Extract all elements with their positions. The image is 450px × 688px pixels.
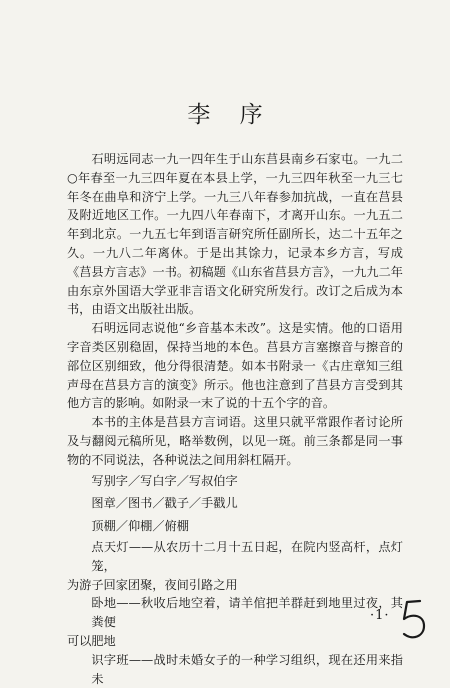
entry-1-line-2: 为游子回家团聚，夜间引路之用 — [67, 577, 238, 592]
preface-title: 李 序 — [187, 102, 263, 128]
example-entry-3 — [67, 651, 403, 688]
entry-2-line-2: 可以肥地 — [67, 633, 116, 648]
paragraph-2: 石明远同志说他“乡音基本未改”。这是实情。他的口语用字音类区别稳固，保持当地的本色。莒县方言塞擦音与擦音的部位区别细致，他分得很清楚。如本书附录一《古庄章知三组声母在莒县方言的演变》所示。他也注意到了莒县方言受到其他方言的影响。如附录一末了说的十五个字的音。 — [67, 321, 403, 411]
page-number: ·1· — [370, 608, 390, 623]
paragraph-3: 本书的主体是莒县方言词语。这里只就平常跟作者讨论所及与翻阅元稿所见，略举数例，以见一斑。前三条都是同一事物的不同说法，各种说法之间用斜杠隔开。 — [67, 415, 403, 467]
example-alternates-2: 图章／图书／戳子／手戳儿 — [91, 496, 238, 511]
entry-3-line-1: 识字班——战时未婚女子的一种学习组织，现在还用来指未 — [91, 652, 403, 686]
example-alternates-3: 顶棚／仰棚／俯棚 — [91, 519, 189, 534]
handwritten-mark — [398, 598, 430, 642]
entry-1-line-1: 点天灯——从农历十二月十五日起，在院内竖高杆，点灯笼， — [91, 539, 403, 573]
paragraph-1: 石明远同志一九一四年生于山东莒县南乡石家屯。一九二○年春至一九三四年夏在本县上学，一九三四年秋至一九三七年冬在曲阜和济宁上学。一九三八年春参加抗战，一直在莒县及附近地区工作。一九四八年春南下，才离开山东。一九五二年到北京。一九五七年到语言研究所任副所长，达二十五年之久。一九八二年离休。于是出其馀力，记录本乡方言，写成《莒县方言志》一书。初稿题《山东省莒县方言》，一九九二年由东京外国语大学亚非言语文化研究所发行。改订之后成为本书，由语文出版社出版。 — [67, 152, 403, 317]
example-alternates-1: 写别字／写白字／写叔伯字 — [91, 473, 238, 488]
entry-2-line-1: 卧地——秋收后地空着，请羊倌把羊群赶到地里过夜，其粪便 — [91, 596, 403, 630]
example-entry-1 — [67, 538, 403, 594]
example-entry-2 — [67, 594, 403, 650]
preface-body — [67, 150, 403, 688]
